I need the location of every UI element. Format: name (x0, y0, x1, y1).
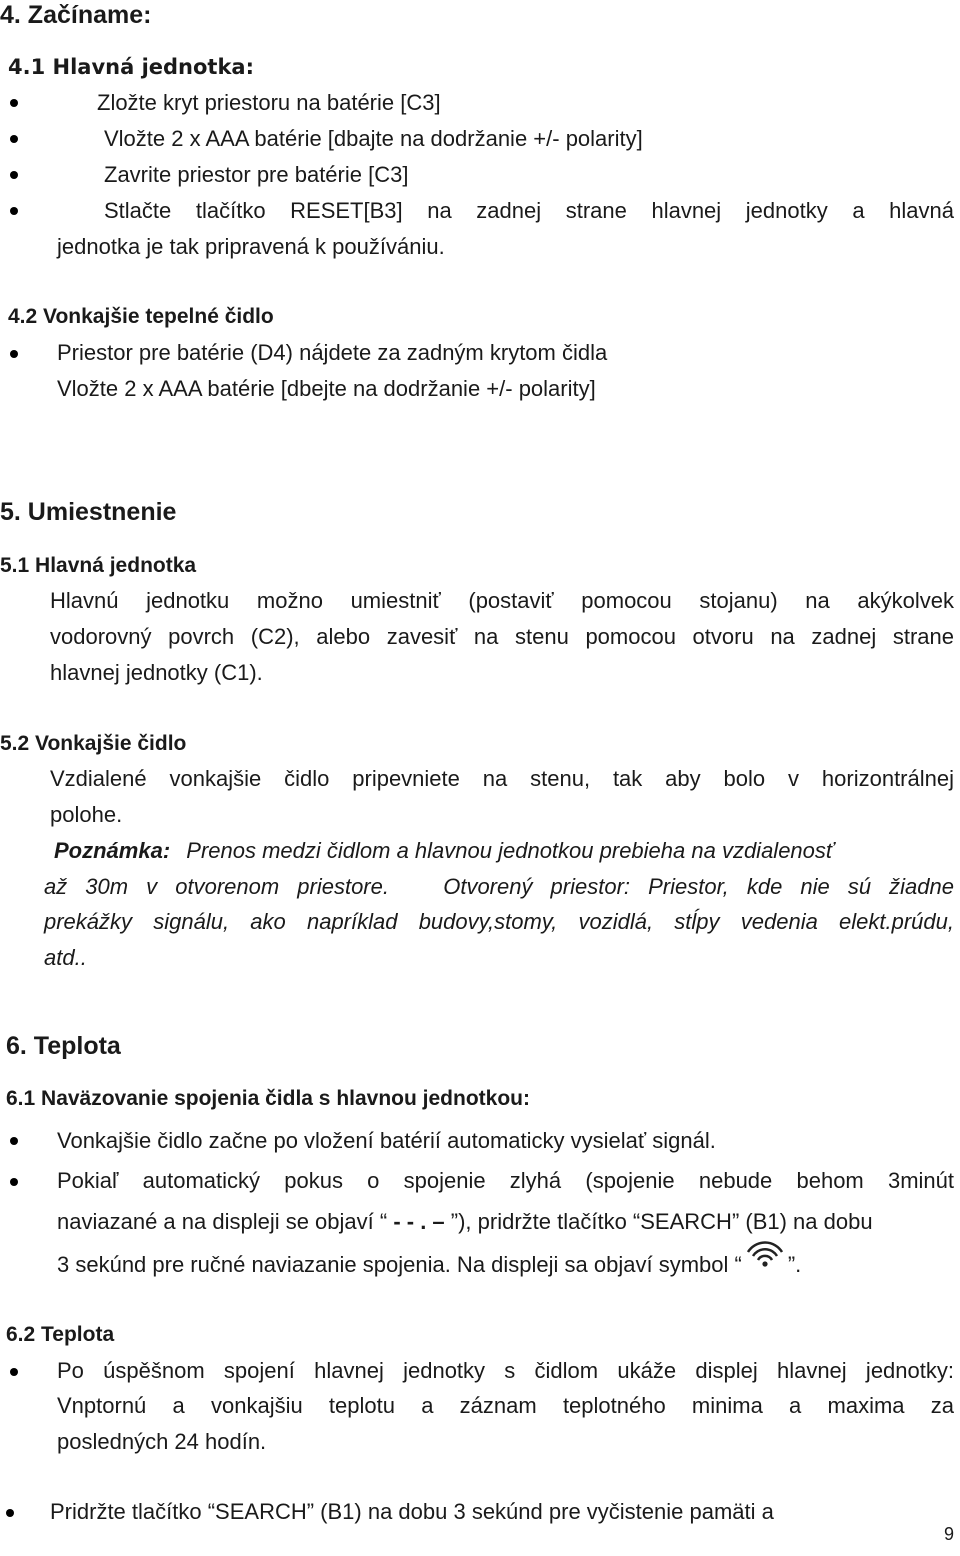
list-item-continuation (57, 1248, 801, 1280)
note-line: až 30m v otvorenom priestore. Otvorený priestor: Priestor, kde nie sú žiadne (44, 874, 954, 899)
bullet-dot (10, 135, 18, 143)
list-item-continuation: jednotka je tak pripravená k používániu. (57, 234, 445, 259)
section-4-1-title: 4.1 Hlavná jednotka: (8, 55, 255, 79)
note-text: Prenos medzi čidlom a hlavnou jednotkou prebieha na vzdialenosť (186, 838, 834, 863)
paragraph-line: Hlavnú jednotku možno umiestniť (postaviť pomocou stojanu) na akýkolvek (50, 588, 954, 613)
list-item: Vonkajšie čidlo začne po vložení batérií automaticky vysielať signál. (57, 1128, 716, 1153)
section-5-title: 5. Umiestnenie (0, 498, 177, 526)
bullet-dot (6, 1509, 14, 1517)
list-item: Zavrite priestor pre batérie [C3] (104, 162, 409, 187)
list-item: Pridržte tlačítko “SEARCH” (B1) na dobu 3 sekúnd pre vyčistenie pamäti a (50, 1499, 774, 1524)
section-6-1-title: 6.1 Naväzovanie spojenia čidla s hlavnou jednotkou: (6, 1087, 530, 1110)
bullet-dot (10, 99, 18, 107)
section-5-1-title: 5.1 Hlavná jednotka (0, 554, 197, 577)
display-code: - - . – (387, 1209, 451, 1234)
list-item-continuation: Vnptornú a vonkajšiu teplotu a záznam teplotného minima a maxima za (57, 1393, 954, 1418)
bullet-dot (10, 1178, 18, 1186)
list-item-continuation (57, 1207, 873, 1237)
note-line (54, 836, 954, 866)
section-4-2-title: 4.2 Vonkajšie tepelné čidlo (8, 305, 274, 328)
bullet-dot (10, 350, 18, 358)
list-item: Po úspěšnom spojení hlavnej jednotky s čidlom ukáže displej hlavnej jednotky: (57, 1358, 954, 1383)
signal-icon (742, 1248, 788, 1274)
list-item-continuation: Vložte 2 x AAA batérie [dbejte na dodržanie +/- polarity] (57, 376, 596, 401)
bullet-dot (10, 1137, 18, 1145)
section-6-title: 6. Teplota (6, 1032, 121, 1060)
paragraph-line: hlavnej jednotky (C1). (50, 660, 263, 685)
paragraph-line: Vzdialené vonkajšie čidlo pripevniete na stenu, tak aby bolo v horizontrálnej (50, 766, 954, 791)
section-5-2-title: 5.2 Vonkajšie čidlo (0, 732, 187, 755)
text-span: ”), pridržte tlačítko “SEARCH” (B1) na dobu (450, 1209, 873, 1234)
list-item: Pokiaľ automatický pokus o spojenie zlyhá (spojenie nebude behom 3minút (57, 1168, 954, 1193)
text-span: 3 sekúnd pre ručné naviazanie spojenia. Na displeji sa objaví symbol “ (57, 1252, 742, 1277)
bullet-dot (10, 171, 18, 179)
note-line: atd.. (44, 945, 87, 970)
paragraph-line: vodorovný povrch (C2), alebo zavesiť na stenu pomocou otvoru na zadnej strane (50, 624, 954, 649)
page-number: 9 (944, 1524, 955, 1544)
list-item-continuation: posledných 24 hodín. (57, 1429, 267, 1454)
bullet-dot (10, 1368, 18, 1376)
text-span: ”. (787, 1252, 802, 1277)
list-item: Vložte 2 x AAA batérie [dbajte na dodržanie +/- polarity] (104, 126, 643, 151)
list-item: Priestor pre batérie (D4) nájdete za zadným krytom čidla (57, 340, 608, 365)
note-label: Poznámka: (54, 838, 171, 863)
section-6-2-title: 6.2 Teplota (6, 1323, 115, 1346)
list-item: Zložte kryt priestoru na batérie [C3] (97, 90, 441, 115)
paragraph-line: polohe. (50, 802, 123, 827)
text-span: naviazané a na displeji se objaví “ (57, 1209, 388, 1234)
bullet-dot (10, 207, 18, 215)
list-item: Stlačte tlačítko RESET[B3] na zadnej strane hlavnej jednotky a hlavná (104, 198, 954, 223)
section-4-title: 4. Začíname: (0, 1, 152, 29)
note-line: prekážky signálu, ako napríklad budovy,stomy, vozidlá, stĺpy vedenia elekt.prúdu, (44, 909, 954, 934)
